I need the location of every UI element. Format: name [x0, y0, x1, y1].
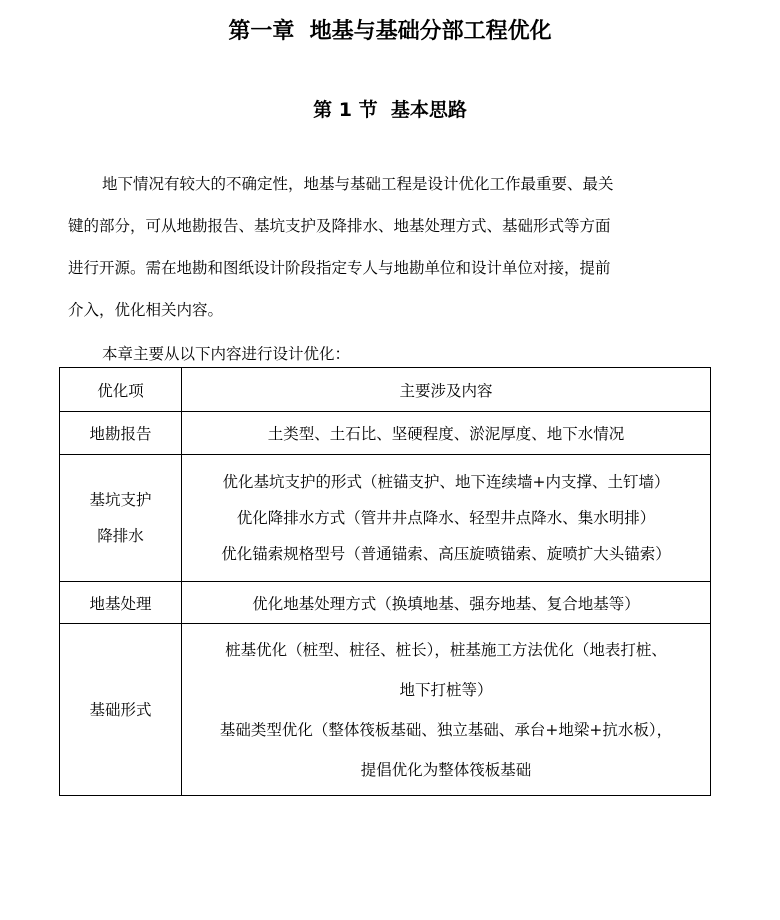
intro-paragraph-line: 介入，优化相关内容。 [68, 301, 224, 319]
optimization-table [59, 367, 711, 796]
intro-paragraph-line: 进行开源。需在地勘和图纸设计阶段指定专人与地勘单位和设计单位对接，提前 [68, 259, 611, 277]
content-line: 优化地基处理方式（换填地基、强夯地基、复合地基等） [252, 594, 640, 613]
content-line: 地下打桩等） [399, 680, 493, 699]
header-item-cell: 优化项 [60, 368, 182, 412]
content-cell [182, 624, 711, 796]
item-label: 降排水 [97, 527, 144, 545]
content-cell [182, 582, 711, 624]
content-line: 优化锚索规格型号（普通锚索、高压旋喷锚索、旋喷扩大头锚索） [221, 545, 671, 563]
table-row [60, 582, 711, 624]
item-cell [60, 412, 182, 455]
content-line: 优化降排水方式（管井井点降水、轻型井点降水、集水明排） [236, 509, 656, 527]
item-label: 基坑支护 [89, 491, 152, 509]
content-line: 提倡优化为整体筏板基础 [360, 760, 532, 779]
content-line: 桩基优化（桩型、桩径、桩长），桩基施工方法优化（地表打桩、 [225, 640, 667, 659]
intro-paragraph-line: 地下情况有较大的不确定性，地基与基础工程是设计优化工作最重要、最关 [102, 175, 614, 193]
table-row [60, 624, 711, 796]
content-cell [182, 412, 711, 455]
intro-paragraph-line: 键的部分，可从地勘报告、基坑支护及降排水、地基处理方式、基础形式等方面 [68, 217, 611, 235]
section-title: 第 1 节 基本思路 [313, 99, 467, 121]
table-row [60, 412, 711, 455]
chapter-title: 第一章 地基与基础分部工程优化 [228, 19, 552, 44]
table-row [60, 455, 711, 582]
item-label: 地基处理 [89, 594, 152, 613]
table-header-row [60, 368, 711, 412]
intro-paragraph [68, 163, 708, 331]
item-cell [60, 624, 182, 796]
item-label: 地勘报告 [89, 425, 152, 443]
content-line: 基础类型优化（整体筏板基础、独立基础、承台+地梁+抗水板）， [219, 720, 673, 739]
table-intro-text: 本章主要从以下内容进行设计优化： [102, 345, 351, 363]
item-label: 基础形式 [89, 700, 152, 719]
header-content-cell: 主要涉及内容 [182, 368, 711, 412]
item-cell [60, 455, 182, 582]
content-line: 土类型、土石比、坚硬程度、淤泥厚度、地下水情况 [267, 425, 625, 443]
content-cell [182, 455, 711, 582]
content-line: 优化基坑支护的形式（桩锚支护、地下连续墙+内支撑、土钉墙） [222, 473, 670, 491]
item-cell [60, 582, 182, 624]
